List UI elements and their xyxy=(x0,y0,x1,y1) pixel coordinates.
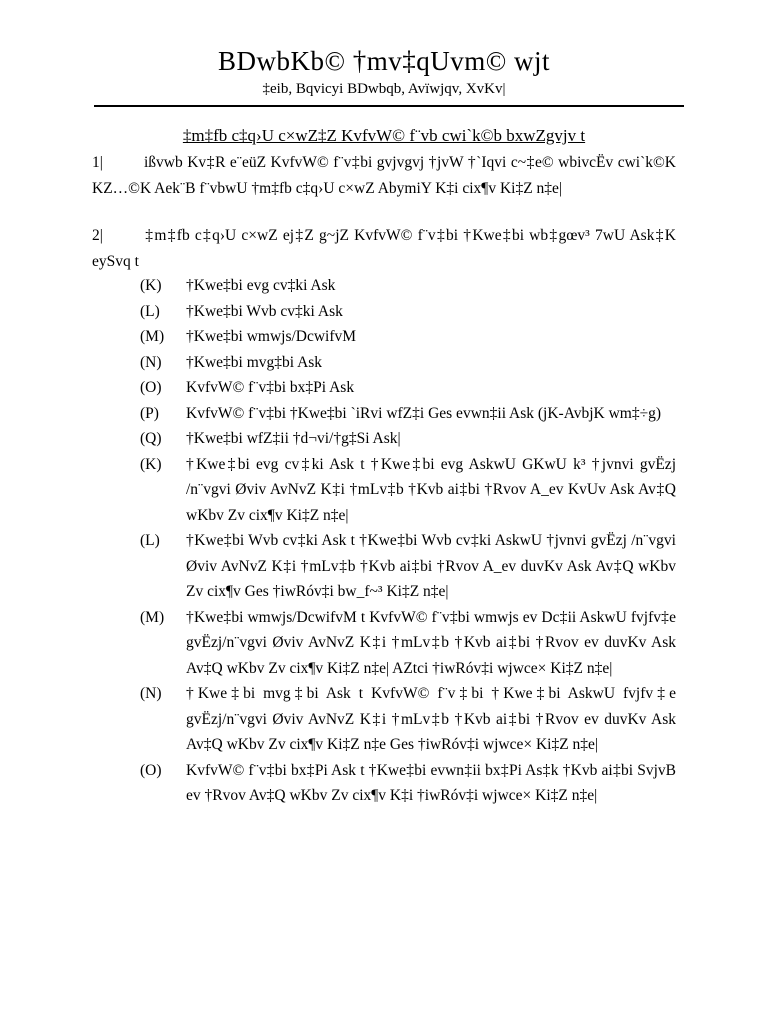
detail-item-text: †Kwe‡bi Wvb cv‡ki Ask t †Kwe‡bi Wvb cv‡ki AskwU †jvnvi gvËzj /n¨vgvi Øviv AvNvZ K‡i †mLv‡b †Kvb ai‡bi †Rvov A_ev duvKv Ask Av‡Q wKbv Zv cix¶v Ges †iwRóv‡i bw_f~³ Ki‡Z n‡e| xyxy=(186,532,676,600)
detail-item-text: †Kwe‡bi wmwjs/DcwifvM t KvfvW© f¨v‡bi wmwjs ev Dc‡ii AskwU fvjfv‡e gvËzj/n¨vgvi Øviv AvNvZ K‡i †mLv‡b †Kvb ai‡bi †Rvov ev duvKv Ask Av‡Q wKbv Zv cix¶v Ki‡Z n‡e| AZtci †iwRóv‡i wjwce× Ki‡Z n‡e| xyxy=(186,608,676,677)
list-item-text: KvfvW© f¨v‡bi bx‡Pi Ask xyxy=(186,379,355,396)
list-marker: (O) xyxy=(140,379,162,396)
list-marker: (P) xyxy=(140,404,159,422)
list-marker: (K) xyxy=(140,277,162,294)
list-marker: (L) xyxy=(140,302,160,320)
list-item xyxy=(140,375,676,401)
paragraph-number: 2| xyxy=(92,227,103,244)
list-marker: (N) xyxy=(140,353,162,371)
list-item xyxy=(140,401,676,427)
list-marker: (M) xyxy=(140,608,165,626)
paragraph-text: ißvwb Kv‡R e¨eüZ KvfvW© f¨v‡bi gvjvgvj †jvW †`Iqvi c~‡e© wbivcËv cwi`k©K KZ…©K Aek¨B f¨vbwU †m‡fb c‡q›U c×wZ AbymiY K‡i cix¶v Ki‡Z n‡e| xyxy=(92,154,676,197)
detail-item-text: †Kwe‡bi evg cv‡ki Ask t †Kwe‡bi evg AskwU GKwU k³ †jvnvi gvËzj /n¨vgvi Øviv AvNvZ K‡i †mLv‡b †Kvb ai‡bi †Rvov A_ev KvUv Ask Av‡Q wKbv Zv cix¶v Ki‡Z n‡e| xyxy=(186,455,676,524)
list-item xyxy=(140,426,676,452)
paragraph-2 xyxy=(92,223,676,274)
list-marker: (N) xyxy=(140,685,162,702)
detail-item xyxy=(140,758,676,809)
list-item xyxy=(140,273,676,299)
list-item-text: KvfvW© f¨v‡bi †Kwe‡bi `iRvi wfZ‡i Ges evwn‡ii Ask (jK-AvbjK wm‡÷g) xyxy=(186,404,662,422)
list-item xyxy=(140,324,676,350)
list-item xyxy=(140,299,676,325)
list-marker: (L) xyxy=(140,532,160,549)
page-subtitle: ‡eib, Bqvicyi BDwbqb, Avïwjqv, XvKv| xyxy=(262,81,506,97)
detail-item xyxy=(140,452,676,529)
detail-item xyxy=(140,528,676,605)
section-heading: ‡m‡fb c‡q›U c×wZ‡Z KvfvW© f¨vb cwi`k©b bxwZgvjv t xyxy=(182,126,586,145)
detail-item-text: †Kwe‡bi mvg‡bi Ask t KvfvW© f¨v‡bi †Kwe‡bi AskwU fvjfv‡e gvËzj/n¨vgvi Øviv AvNvZ K‡i †mLv‡b †Kvb ai‡bi †Rvov ev duvKv Ask Av‡Q wKbv Zv cix¶v Ki‡Z n‡e Ges †iwRóv‡i wjwce× Ki‡Z n‡e| xyxy=(186,685,676,753)
list-marker: (K) xyxy=(140,455,162,473)
list-marker: (M) xyxy=(140,328,165,345)
header-divider xyxy=(94,105,684,107)
paragraph-text: ‡m‡fb c‡q›U c×wZ ej‡Z g~jZ KvfvW© f¨v‡bi †Kwe‡bi wb‡gœv³ 7wU Ask‡K eySvq t xyxy=(92,227,676,270)
list-item-text: †Kwe‡bi evg cv‡ki Ask xyxy=(186,277,336,294)
list-marker: (Q) xyxy=(140,430,162,447)
detail-item-text: KvfvW© f¨v‡bi bx‡Pi Ask t †Kwe‡bi evwn‡ii bx‡Pi As‡k †Kvb ai‡bi SvjvB ev †Rvov Av‡Q wKbv Zv cix¶v K‡i †iwRóv‡i wjwce× Ki‡Z n‡e| xyxy=(186,761,676,804)
list-item-text: †Kwe‡bi Wvb cv‡ki Ask xyxy=(186,302,343,320)
list-item-text: †Kwe‡bi mvg‡bi Ask xyxy=(186,353,323,371)
list-marker: (O) xyxy=(140,761,162,779)
list-item xyxy=(140,350,676,376)
list-item-text: †Kwe‡bi wmwjs/DcwifvM xyxy=(186,328,357,345)
detail-item xyxy=(140,681,676,758)
page-title: BDwbKb© †mv‡qUvm© wjt xyxy=(217,46,551,76)
detail-item xyxy=(140,605,676,682)
inspection-list xyxy=(140,273,676,809)
paragraph-number: 1| xyxy=(92,154,103,171)
list-item-text: †Kwe‡bi wfZ‡ii †d¬vi/†g‡Si Ask| xyxy=(186,430,401,447)
paragraph-1 xyxy=(92,150,676,201)
